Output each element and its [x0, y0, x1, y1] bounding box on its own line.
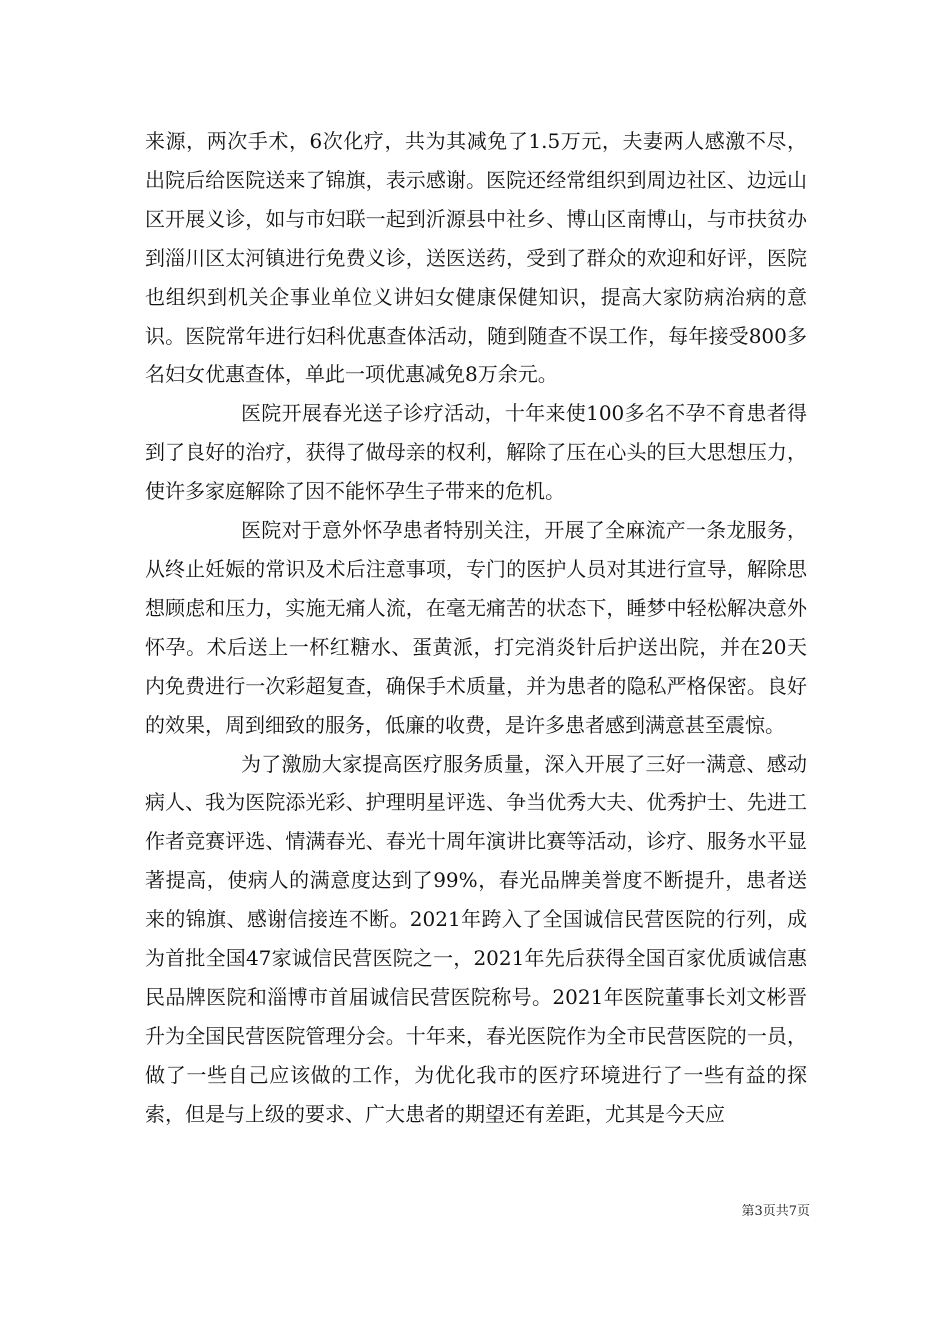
paragraph-pregnancy-service: 医院对于意外怀孕患者特别关注，开展了全麻流产一条龙服务，从终止妊娠的常识及术后注意事项，专门的医护人员对其进行宣导，解除思想顾虑和压力，实施无痛人流，在毫无痛苦的状态下，睡梦中轻松解决意外怀孕。术后送上一杯红糖水、蛋黄派，打完消炎针后护送出院，并在20天内免费进行一次彩超复查，确保手术质量，并为患者的隐私严格保密。良好的效果，周到细致的服务，低廉的收费，是许多患者感到满意甚至震惊。	[145, 518, 807, 737]
body-text	[145, 122, 807, 1134]
page-number-footer: 第3页共7页	[741, 1204, 810, 1219]
paragraph-continuation: 来源，两次手术，6次化疗，共为其减免了1.5万元，夫妻两人感激不尽，出院后给医院送来了锦旗，表示感谢。医院还经常组织到周边社区、边远山区开展义诊，如与市妇联一起到沂源县中社乡、博山区南博山，与市扶贫办到淄川区太河镇进行免费义诊，送医送药，受到了群众的欢迎和好评，医院也组织到机关企事业单位义讲妇女健康保健知识，提高大家防病治病的意识。医院常年进行妇科优惠查体活动，随到随查不误工作，每年接受800多名妇女优惠查体，单此一项优惠减免8万余元。	[145, 129, 807, 387]
paragraph-fertility: 医院开展春光送子诊疗活动，十年来使100多名不孕不育患者得到了良好的治疗，获得了做母亲的权利，解除了压在心头的巨大思想压力，使许多家庭解除了因不能怀孕生子带来的危机。	[145, 401, 807, 504]
paragraph-quality-campaign: 为了激励大家提高医疗服务质量，深入开展了三好一满意、感动病人、我为医院添光彩、护理明星评选、争当优秀大夫、优秀护士、先进工作者竞赛评选、情满春光、春光十周年演讲比赛等活动，诊疗、服务水平显著提高，使病人的满意度达到了99%，春光品牌美誉度不断提升，患者送来的锦旗、感谢信接连不断。2021年跨入了全国诚信民营医院的行列，成为首批全国47家诚信民营医院之一，2021年先后获得全国百家优质诚信惠民品牌医院和淄博市首届诚信民营医院称号。2021年医院董事长刘文彬晋升为全国民营医院管理分会。十年来，春光医院作为全市民营医院的一员，做了一些自己应该做的工作，为优化我市的医疗环境进行了一些有益的探索，但是与上级的要求、广大患者的期望还有差距，尤其是今天应	[145, 751, 807, 1126]
